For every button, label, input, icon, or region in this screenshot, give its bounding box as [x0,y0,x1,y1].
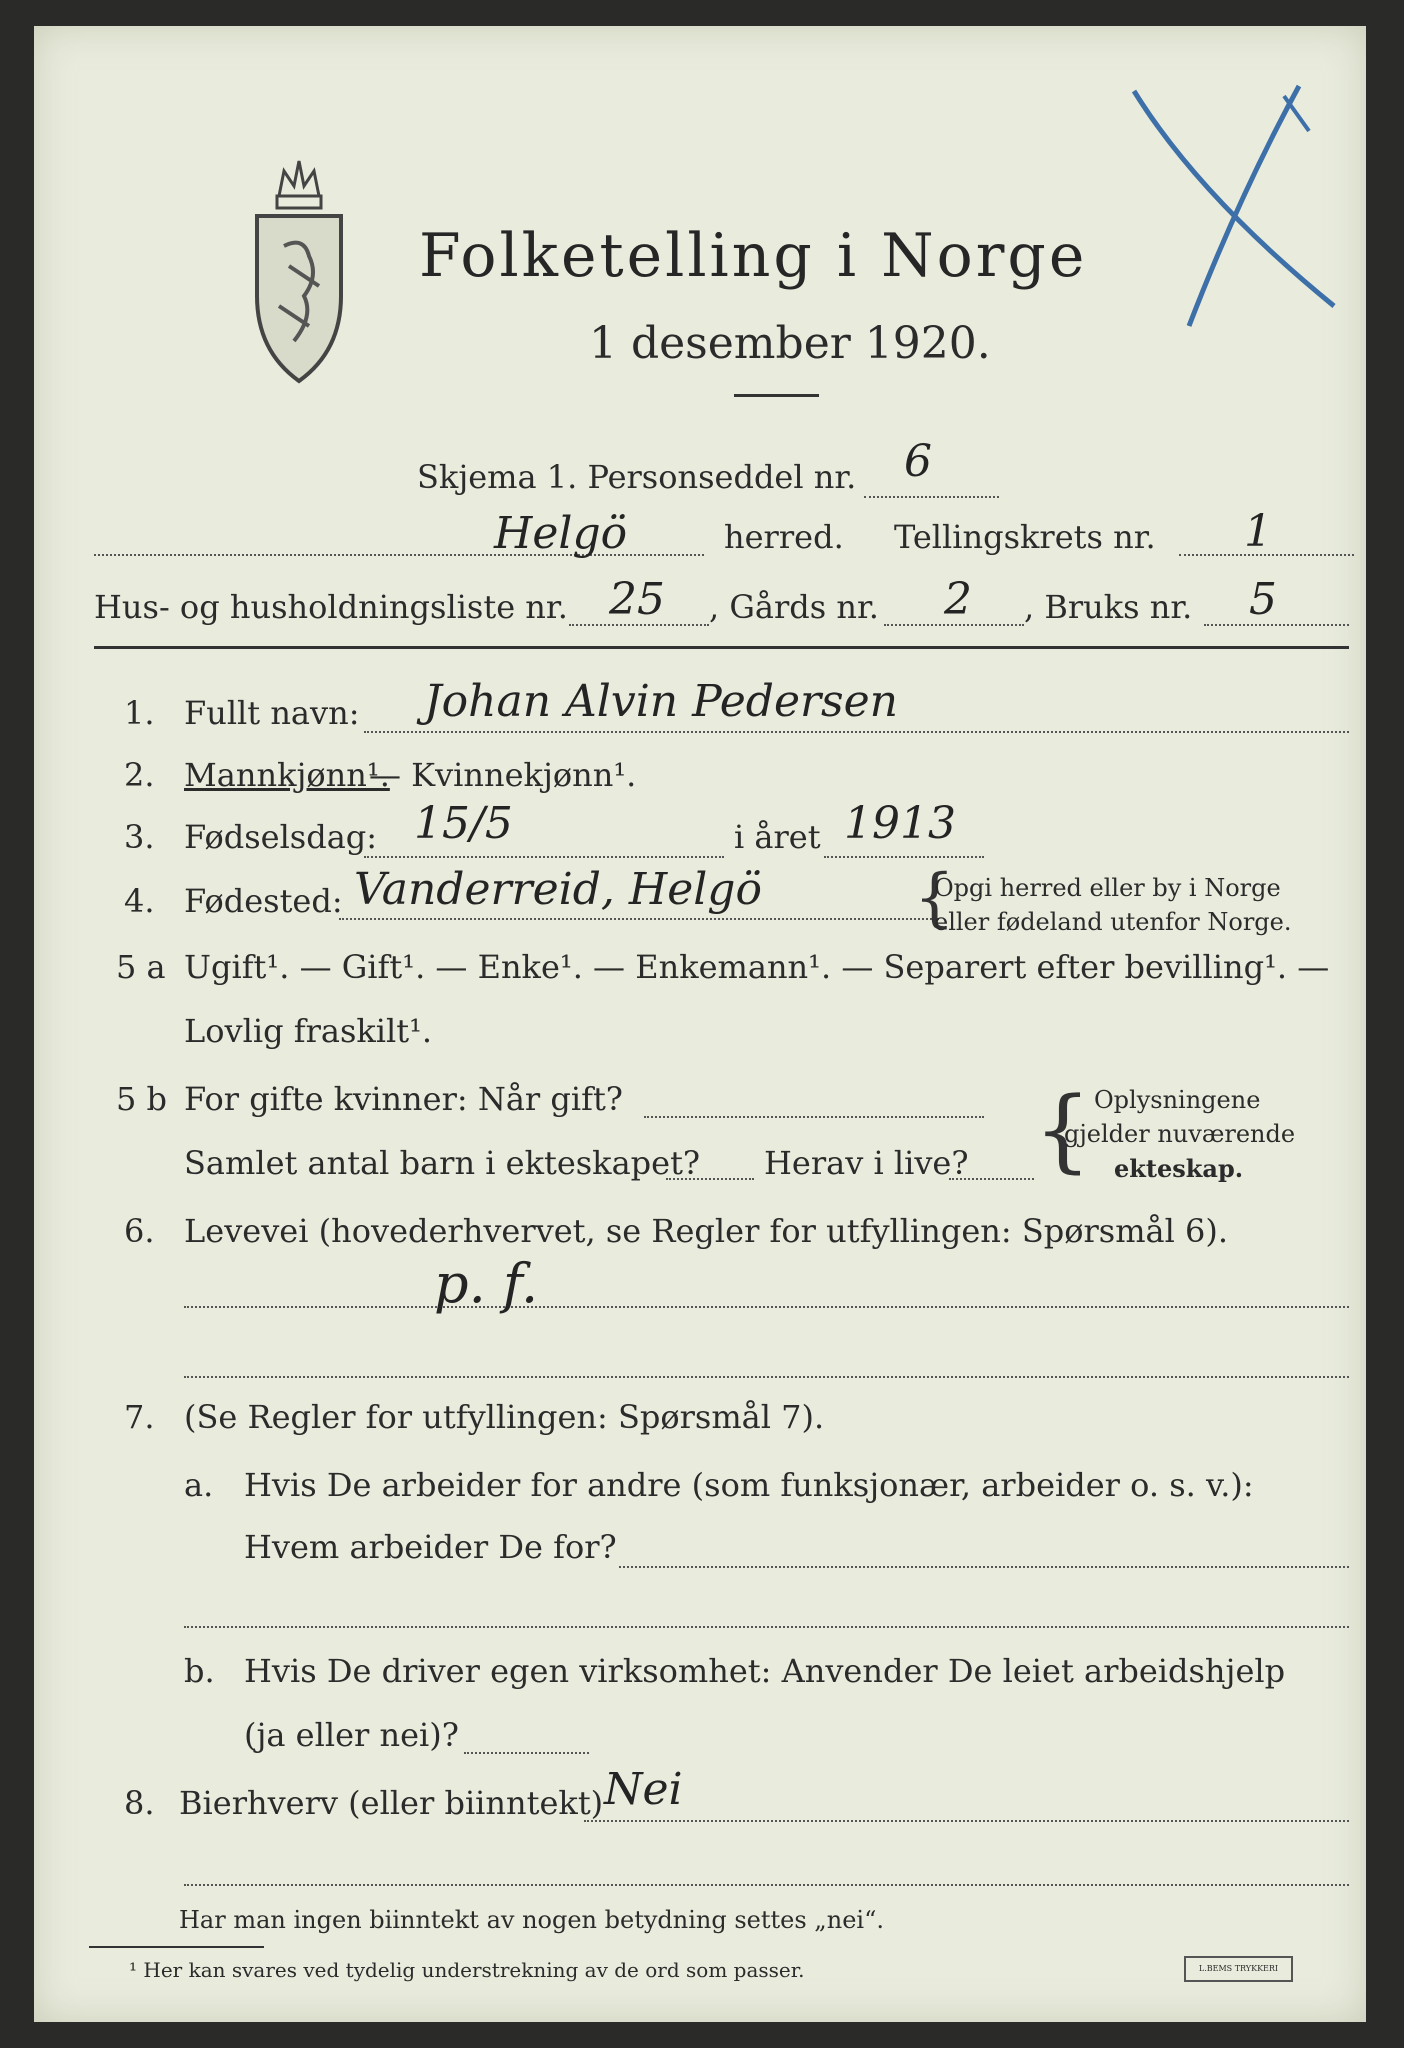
printer-stamp: L.BEMS TRYKKERI [1184,1956,1293,1982]
footnote-text: ¹ Her kan svares ved tydelig understrekning av de ord som passer. [129,1958,805,1982]
household-value: 25 [609,574,665,625]
footer-note: Har man ingen biinntekt av nogen betydning settes „nei“. [179,1906,884,1934]
q4-label: Fødested: [184,882,343,920]
q6-label: Levevei (hovederhvervet, se Regler for utfyllingen: Spørsmål 6). [184,1212,1229,1250]
q3-label: Fødselsdag: [184,818,378,856]
q4-note-line1: Opgi herred eller by i Norge [934,874,1281,902]
q2-male: Mannkjønn¹. [184,756,390,794]
q5b-alive-label: Herav i live? [764,1144,969,1182]
q3-value: 15/5 [414,798,513,849]
q6-dotline-2 [184,1376,1349,1378]
q5a-number: 5 a [116,948,166,986]
q1-label: Fullt navn: [184,694,360,732]
q7a-letter: a. [184,1466,214,1504]
q5b-note-line2: gjelder nuværende [1064,1120,1296,1148]
q6-value: p. f. [434,1252,539,1315]
q5b-children-label: Samlet antal barn i ekteskapet? [184,1144,701,1182]
bruk-label: , Bruks nr. [1024,588,1193,626]
krets-value: 1 [1244,506,1272,557]
herred-label: herred. [724,518,844,556]
q4-brace: { [914,861,955,935]
schema-dotline [864,496,999,498]
q2-number: 2. [124,756,155,794]
q7-number: 7. [124,1398,155,1436]
q5a-line1: Ugift¹. — Gift¹. — Enke¹. — Enkemann¹. — Separert efter bevilling¹. — [184,948,1330,986]
q7-label: (Se Regler for utfyllingen: Spørsmål 7). [184,1398,825,1436]
q8-dotline-2 [184,1884,1349,1886]
q2-female: — Kvinnekjønn¹. [369,756,637,794]
coat-of-arms-icon [249,156,349,386]
blue-cross-mark [1119,76,1349,346]
q5b-alive-dotline [949,1178,1034,1180]
q6-number: 6. [124,1212,155,1250]
gard-value: 2 [944,574,972,625]
q5b-note-line3: ekteskap. [1114,1154,1244,1183]
schema-value: 6 [904,436,932,487]
q7a-line1: Hvis De arbeider for andre (som funksjonær, arbeider o. s. v.): [244,1466,1254,1504]
herred-value: Helgö [494,508,628,559]
q8-label: Bierhverv (eller biinntekt) [179,1784,604,1822]
krets-label: Tellingskrets nr. [894,518,1156,556]
q5b-brace: { [1034,1078,1092,1183]
q7b-line2: (ja eller nei)? [244,1716,459,1754]
q5b-children-dotline [666,1178,754,1180]
q5b-number: 5 b [116,1080,168,1118]
q8-number: 8. [124,1784,155,1822]
census-form [34,26,1366,2022]
q5a-line2: Lovlig fraskilt¹. [184,1012,433,1050]
form-date: 1 desember 1920. [589,318,991,369]
q7a-line2: Hvem arbeider De for? [244,1528,617,1566]
q5b-note-line1: Oplysningene [1094,1086,1261,1114]
q7b-dotline [464,1752,589,1754]
q8-dotline [584,1820,1349,1822]
schema-label: Skjema 1. Personseddel nr. [417,458,857,496]
form-title: Folketelling i Norge [419,221,1088,291]
q4-value: Vanderreid, Helgö [354,864,762,915]
q3-year-value: 1913 [844,798,956,849]
q3-year-dotline [824,856,984,858]
q8-value: Nei [604,1764,683,1815]
footnote-rule [89,1946,264,1948]
q7a-dotline-1 [619,1566,1349,1568]
q3-dotline [364,856,724,858]
q1-dotline [364,731,1349,733]
q4-number: 4. [124,882,155,920]
q7b-letter: b. [184,1652,215,1690]
q6-dotline-1 [184,1306,1349,1308]
q5b-line1: For gifte kvinner: Når gift? [184,1080,623,1118]
q5b-married-dotline [644,1116,984,1118]
q3-number: 3. [124,818,155,856]
q4-dotline [339,918,939,920]
household-label: Hus- og husholdningsliste nr. [94,588,568,626]
bruk-value: 5 [1249,574,1277,625]
q1-value: Johan Alvin Pedersen [424,676,898,727]
q4-note-line2: eller fødeland utenfor Norge. [934,908,1292,936]
q7a-dotline-2 [184,1626,1349,1628]
q7b-line1: Hvis De driver egen virksomhet: Anvender De leiet arbeidshjelp [244,1652,1286,1690]
header-divider [94,646,1349,649]
title-divider [734,394,819,397]
gard-label: , Gårds nr. [709,588,879,626]
q1-number: 1. [124,694,155,732]
q3-year-label: i året [734,818,821,856]
